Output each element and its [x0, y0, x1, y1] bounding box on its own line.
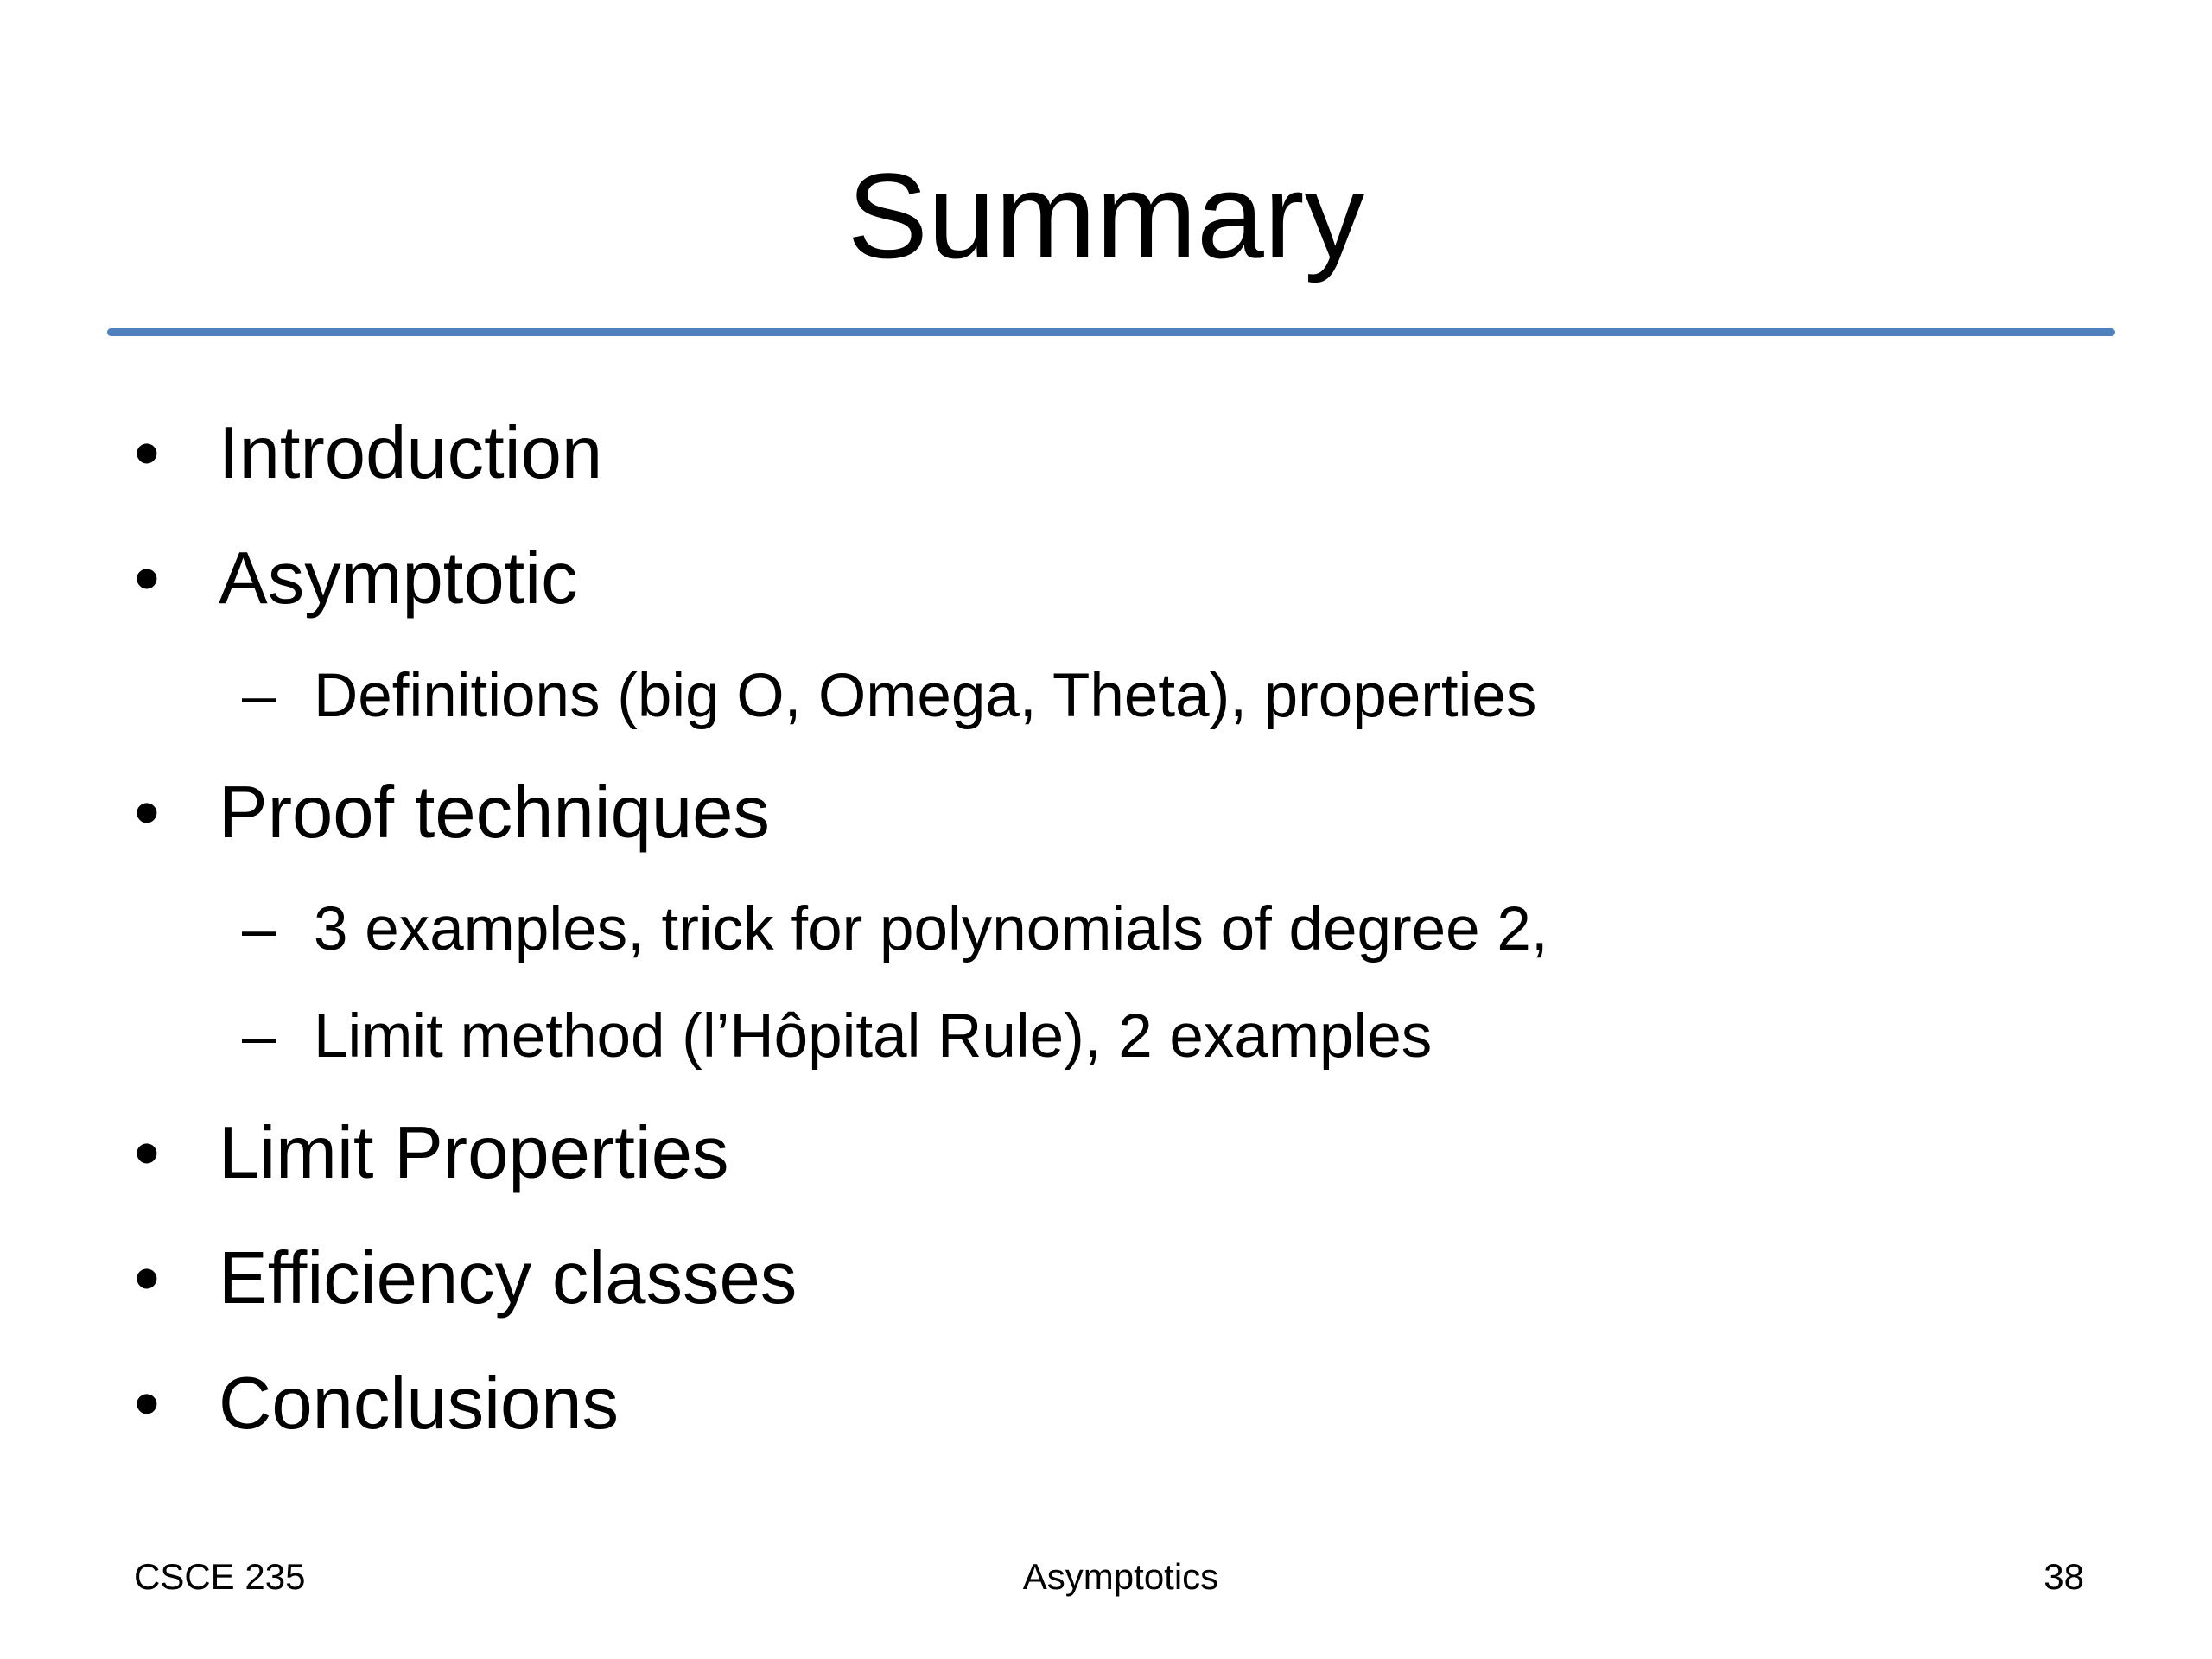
bullet-marker: • — [134, 1363, 160, 1445]
sub-bullet-marker: – — [242, 662, 276, 730]
bullet-text: Limit Properties — [219, 1112, 729, 1194]
sub-bullet-text: Limit method (l’Hôpital Rule), 2 examples — [314, 1002, 1433, 1071]
sub-bullet-text: Definitions (big O, Omega, Theta), properties — [314, 662, 1537, 730]
bullet-marker: • — [134, 1112, 160, 1194]
footer-course: CSCE 235 — [134, 1556, 306, 1597]
bullet-text: Efficiency classes — [219, 1237, 798, 1319]
bullet-text: Asymptotic — [219, 537, 578, 620]
bullet-text: Introduction — [219, 412, 603, 494]
sub-bullet-marker: – — [242, 1002, 276, 1071]
bullet-text: Conclusions — [219, 1363, 620, 1445]
bullet-text: Proof techniques — [219, 772, 770, 854]
bullet-marker: • — [134, 537, 160, 620]
slide-title: Summary — [847, 148, 1365, 283]
bullet-marker: • — [134, 772, 160, 854]
bullet-marker: • — [134, 1237, 160, 1319]
footer-page-number: 38 — [2044, 1556, 2084, 1597]
bullet-marker: • — [134, 412, 160, 494]
sub-bullet-marker: – — [242, 895, 276, 963]
sub-bullet-text: 3 examples, trick for polynomials of degree 2, — [314, 895, 1548, 963]
footer-topic: Asymptotics — [1022, 1556, 1219, 1597]
